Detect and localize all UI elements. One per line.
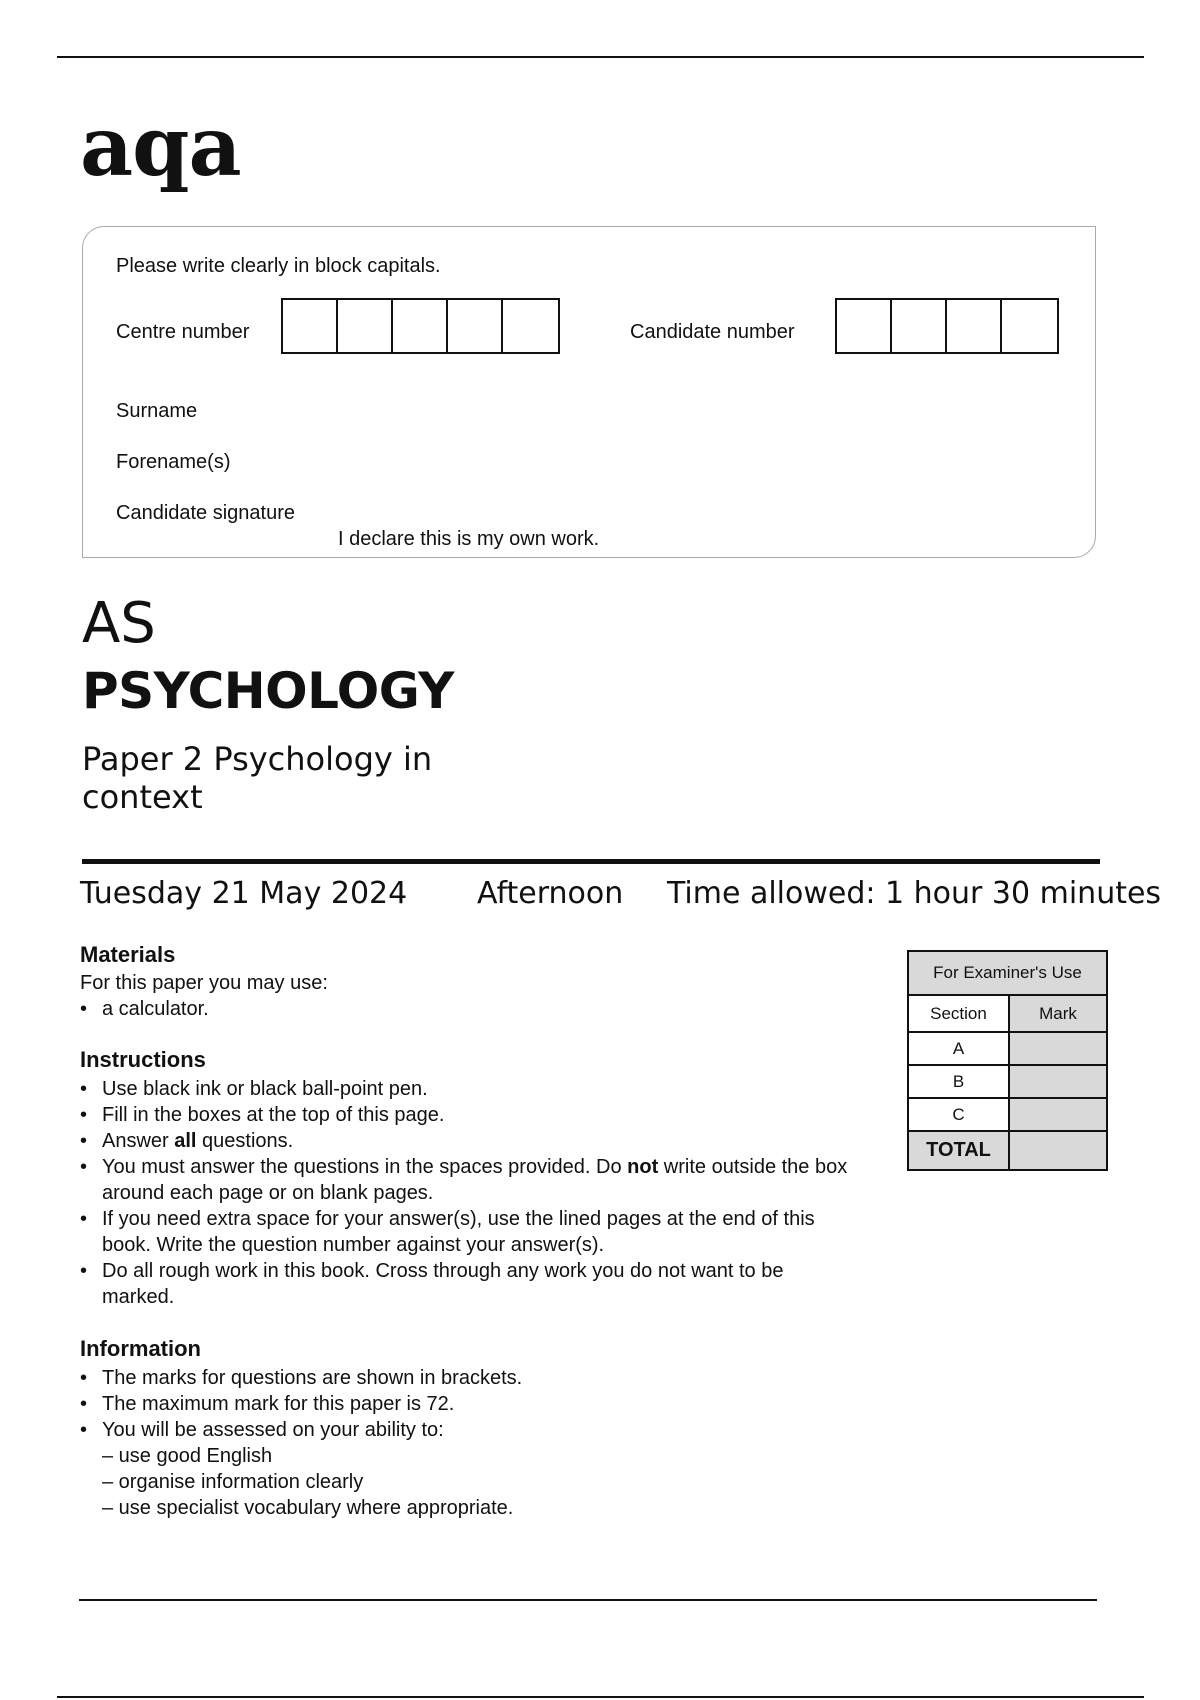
- text-run: questions.: [196, 1130, 294, 1152]
- section-cell: C: [908, 1098, 1009, 1131]
- centre-number-boxes: [281, 298, 560, 354]
- mark-cell[interactable]: [1009, 1065, 1107, 1098]
- list-item: • The marks for questions are shown in brackets.: [80, 1365, 850, 1391]
- section-column-header: Section: [908, 995, 1009, 1032]
- list-item: • The maximum mark for this paper is 72.: [80, 1391, 850, 1417]
- exam-date: Tuesday 21 May 2024: [80, 876, 408, 911]
- total-mark-cell[interactable]: [1009, 1131, 1107, 1170]
- list-item: • Do all rough work in this book. Cross through any work you do not want to be marked.: [80, 1258, 850, 1310]
- examiner-table-title: For Examiner's Use: [908, 951, 1107, 995]
- emphasis: all: [174, 1130, 197, 1152]
- instructions-heading: Instructions: [80, 1047, 206, 1072]
- centre-number-box[interactable]: [448, 300, 503, 352]
- list-item: • If you need extra space for your answer(s), use the lined pages at the end of this book. Write the question number against your answer(s).: [80, 1206, 850, 1258]
- forename-label: Forename(s): [116, 451, 231, 473]
- centre-number-box[interactable]: [393, 300, 448, 352]
- paper-title-line-2: context: [82, 778, 203, 816]
- surname-label: Surname: [116, 400, 198, 422]
- list-item: • a calculator.: [80, 996, 850, 1022]
- sub-list-item: – use specialist vocabulary where appropriate.: [102, 1497, 514, 1519]
- subject-title: PSYCHOLOGY: [82, 662, 454, 720]
- own-work-declaration: I declare this is my own work.: [338, 528, 600, 550]
- list-item-text: • You will be assessed on your ability to:: [102, 1419, 444, 1441]
- mark-cell[interactable]: [1009, 1032, 1107, 1065]
- paper-title: [82, 740, 502, 816]
- materials-intro: For this paper you may use:: [80, 972, 328, 994]
- emphasis: not: [627, 1156, 659, 1178]
- examiner-use-table: [907, 950, 1108, 1171]
- time-allowed: Time allowed: 1 hour 30 minutes: [667, 876, 1162, 911]
- list-item: [80, 1154, 850, 1206]
- mark-column-header: Mark: [1009, 995, 1107, 1032]
- top-rule: [57, 56, 1144, 58]
- list-item: • Fill in the boxes at the top of this page.: [80, 1102, 850, 1128]
- mark-cell[interactable]: [1009, 1098, 1107, 1131]
- total-label: TOTAL: [908, 1131, 1009, 1170]
- aqa-logo: aqa: [80, 99, 241, 195]
- qualification-level: AS: [82, 591, 156, 656]
- information-heading: Information: [80, 1336, 201, 1361]
- candidate-number-box[interactable]: [1002, 300, 1057, 352]
- text-run: You must answer the questions in the spaces provided. Do: [102, 1156, 628, 1178]
- candidate-number-box[interactable]: [837, 300, 892, 352]
- footer-rule: [79, 1599, 1097, 1601]
- exam-session: Afternoon: [477, 876, 624, 911]
- centre-number-label: Centre number: [116, 321, 250, 343]
- section-cell: B: [908, 1065, 1009, 1098]
- candidate-number-boxes: [835, 298, 1059, 354]
- text-run: write outside the box around each page or on blank pages.: [102, 1156, 848, 1204]
- paper-title-line-1: Paper 2 Psychology in: [82, 740, 433, 778]
- centre-number-box[interactable]: [503, 300, 558, 352]
- title-rule: [82, 859, 1100, 864]
- list-item: • Use black ink or black ball-point pen.: [80, 1076, 850, 1102]
- sub-list-item: – organise information clearly: [102, 1471, 364, 1493]
- text-run: Answer: [102, 1130, 175, 1152]
- sub-list-item: – use good English: [102, 1445, 273, 1467]
- centre-number-box[interactable]: [283, 300, 338, 352]
- instructions-list: [80, 1076, 850, 1310]
- materials-heading: Materials: [80, 942, 176, 967]
- candidate-number-label: Candidate number: [630, 321, 795, 343]
- page-bottom-rule: [57, 1696, 1144, 1698]
- materials-list: [80, 996, 850, 1022]
- list-item: [80, 1417, 850, 1443]
- centre-number-box[interactable]: [338, 300, 393, 352]
- information-list: [80, 1365, 850, 1443]
- signature-label: Candidate signature: [116, 502, 296, 524]
- section-cell: A: [908, 1032, 1009, 1065]
- list-item: [80, 1128, 850, 1154]
- assessment-sublist: [80, 1443, 513, 1521]
- candidate-number-box[interactable]: [892, 300, 947, 352]
- block-capitals-instruction: Please write clearly in block capitals.: [116, 255, 441, 277]
- candidate-number-box[interactable]: [947, 300, 1002, 352]
